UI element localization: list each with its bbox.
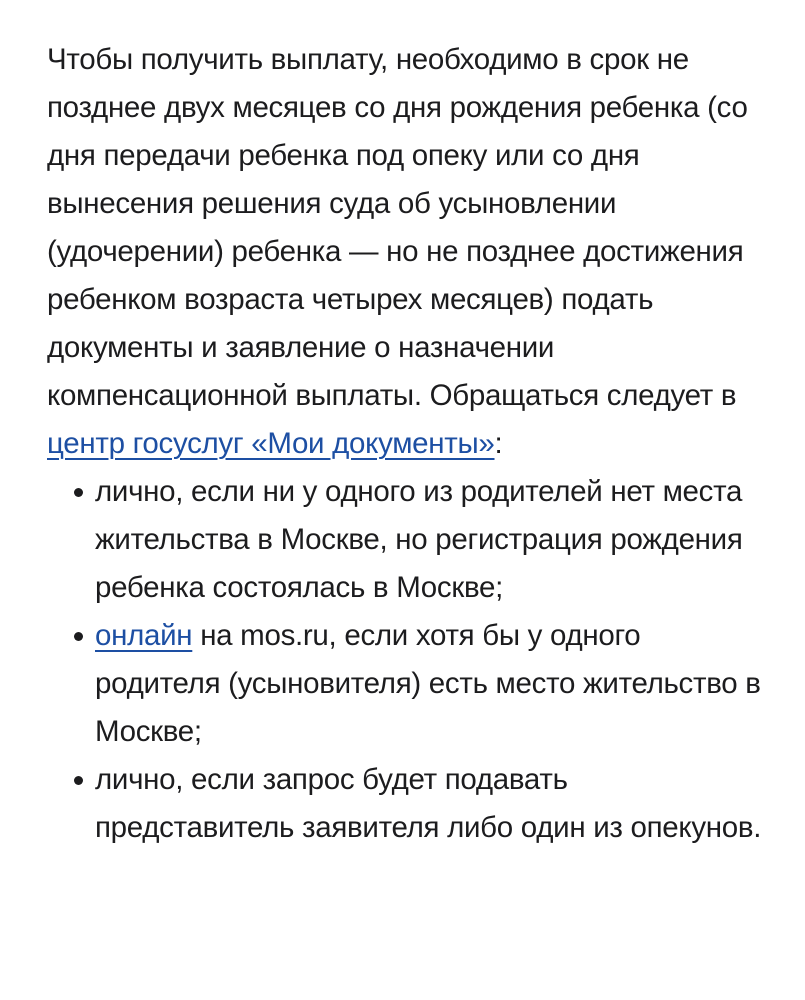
intro-paragraph [47, 36, 767, 468]
mfc-center-link[interactable]: центр госуслуг «Мои документы» [47, 427, 495, 460]
list-item-online [95, 612, 767, 756]
list-item-in-person-representative [95, 756, 767, 852]
online-link[interactable]: онлайн [95, 619, 193, 652]
bullet-icon [74, 488, 83, 497]
list-item-in-person-no-residence [95, 468, 767, 612]
bullet-icon [74, 776, 83, 785]
intro-text: Чтобы получить выплату, необходимо в срок не позднее двух месяцев со дня рождения ребенка (со дня передачи ребенка под опеку или со дня вынесения решения суда об усыновлении (удочерении) ребенка — но не позднее достижения ребенком возраста четырех месяцев) подать документы и заявление о назначении компенсационной выплаты. Обращаться следует в [47, 43, 748, 412]
article-body [47, 36, 767, 852]
list-item-text: лично, если ни у одного из родителей нет места жительства в Москве, но регистрация рождения ребенка состоялась в Москве; [95, 475, 743, 604]
list-item-text: лично, если запрос будет подавать представитель заявителя либо один из опекунов. [95, 763, 762, 844]
list-item-text: на mos.ru, если хотя бы у одного родителя (усыновителя) есть место жительство в Москве; [95, 619, 761, 748]
intro-colon: : [494, 427, 503, 460]
bullet-icon [74, 632, 83, 641]
application-methods-list [47, 468, 767, 852]
